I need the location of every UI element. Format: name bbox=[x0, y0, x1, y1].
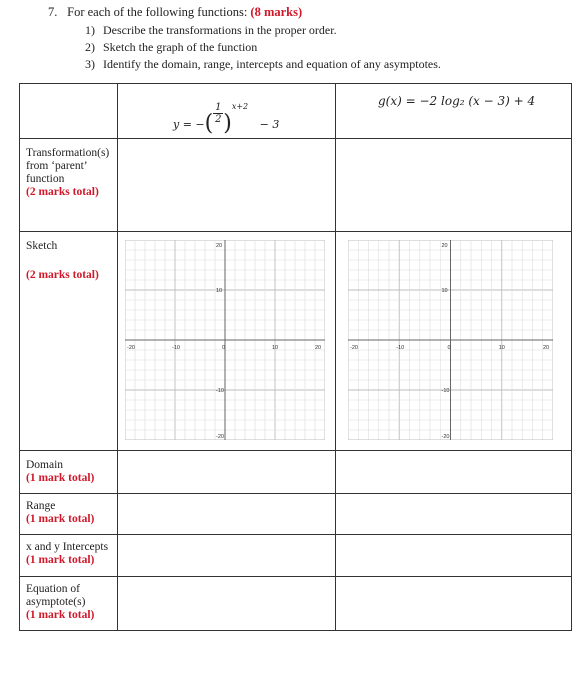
x-tick-label: 20 bbox=[315, 345, 322, 351]
answer-cell[interactable] bbox=[336, 577, 572, 631]
row-intercepts bbox=[20, 535, 118, 577]
x-tick-label: -10 bbox=[172, 345, 180, 351]
row-marks: (1 mark total) bbox=[26, 609, 95, 621]
question-number: 7. bbox=[48, 5, 58, 19]
instruction-item: 2) Sketch the graph of the function bbox=[85, 40, 258, 54]
row-marks: (2 marks total) bbox=[26, 269, 99, 281]
row-asymptotes bbox=[20, 577, 118, 631]
x-tick-label: 0 bbox=[447, 345, 451, 351]
row-marks: (1 mark total) bbox=[26, 513, 95, 525]
graph-grid-1[interactable] bbox=[125, 240, 325, 440]
answer-table bbox=[19, 83, 572, 631]
x-tick-label: -10 bbox=[396, 345, 405, 351]
x-tick-label: 10 bbox=[272, 345, 279, 351]
x-tick-label: 0 bbox=[222, 345, 226, 351]
x-tick-label: -20 bbox=[127, 345, 135, 351]
answer-cell[interactable] bbox=[336, 535, 572, 577]
y-tick-label: 20 bbox=[441, 243, 448, 249]
graph-grid-2[interactable] bbox=[348, 240, 553, 440]
y-tick-label: 10 bbox=[216, 288, 223, 294]
x-tick-label: 20 bbox=[543, 345, 550, 351]
y-tick-label: 20 bbox=[216, 243, 223, 249]
x-tick-label: -20 bbox=[350, 345, 358, 351]
row-domain bbox=[20, 451, 118, 494]
sketch-cell-1[interactable] bbox=[118, 232, 336, 451]
y-tick-label: -20 bbox=[441, 434, 450, 440]
question-text: For each of the following functions: bbox=[67, 5, 248, 19]
row-title: Transformation(s) from ‘parent’ function bbox=[26, 147, 110, 185]
row-title: Domain bbox=[26, 459, 64, 471]
y-tick-label: -20 bbox=[216, 434, 224, 440]
row-transformations bbox=[20, 139, 118, 232]
answer-cell[interactable] bbox=[118, 535, 336, 577]
function-2-formula: g(x) = −2 log₂ (x − 3) + 4 bbox=[378, 94, 536, 108]
row-title: Range bbox=[26, 500, 56, 512]
answer-cell[interactable] bbox=[118, 494, 336, 535]
y-tick-label: -10 bbox=[441, 388, 450, 394]
answer-cell[interactable] bbox=[118, 139, 336, 232]
answer-cell[interactable] bbox=[336, 451, 572, 494]
corner-cell bbox=[20, 84, 118, 139]
y-tick-label: -10 bbox=[216, 388, 224, 394]
row-marks: (2 marks total) bbox=[26, 186, 99, 198]
instruction-list bbox=[85, 22, 441, 73]
instruction-item: 1) Describe the transformations in the proper order. bbox=[85, 23, 337, 37]
function-1-header bbox=[118, 84, 336, 139]
row-title: x and y Intercepts bbox=[26, 541, 109, 553]
row-title: Sketch bbox=[26, 240, 58, 252]
function-1-formula: y = −( $\frac{1}{2}$ )$^{x+2}$ − 3 bbox=[173, 102, 280, 136]
function-2-header bbox=[336, 84, 572, 139]
question-heading bbox=[48, 4, 302, 21]
instruction-item: 3) Identify the domain, range, intercepts and equation of any asymptotes. bbox=[85, 57, 441, 71]
x-tick-label: 10 bbox=[498, 345, 505, 351]
answer-cell[interactable] bbox=[118, 451, 336, 494]
row-title: Equation of asymptote(s) bbox=[26, 583, 86, 608]
row-range bbox=[20, 494, 118, 535]
row-marks: (1 mark total) bbox=[26, 554, 95, 566]
y-tick-label: 10 bbox=[441, 288, 448, 294]
row-marks: (1 mark total) bbox=[26, 472, 95, 484]
answer-cell[interactable] bbox=[336, 139, 572, 232]
answer-cell[interactable] bbox=[118, 577, 336, 631]
sketch-cell-2[interactable] bbox=[336, 232, 572, 451]
answer-cell[interactable] bbox=[336, 494, 572, 535]
question-marks: (8 marks) bbox=[250, 5, 303, 19]
row-sketch bbox=[20, 232, 118, 451]
